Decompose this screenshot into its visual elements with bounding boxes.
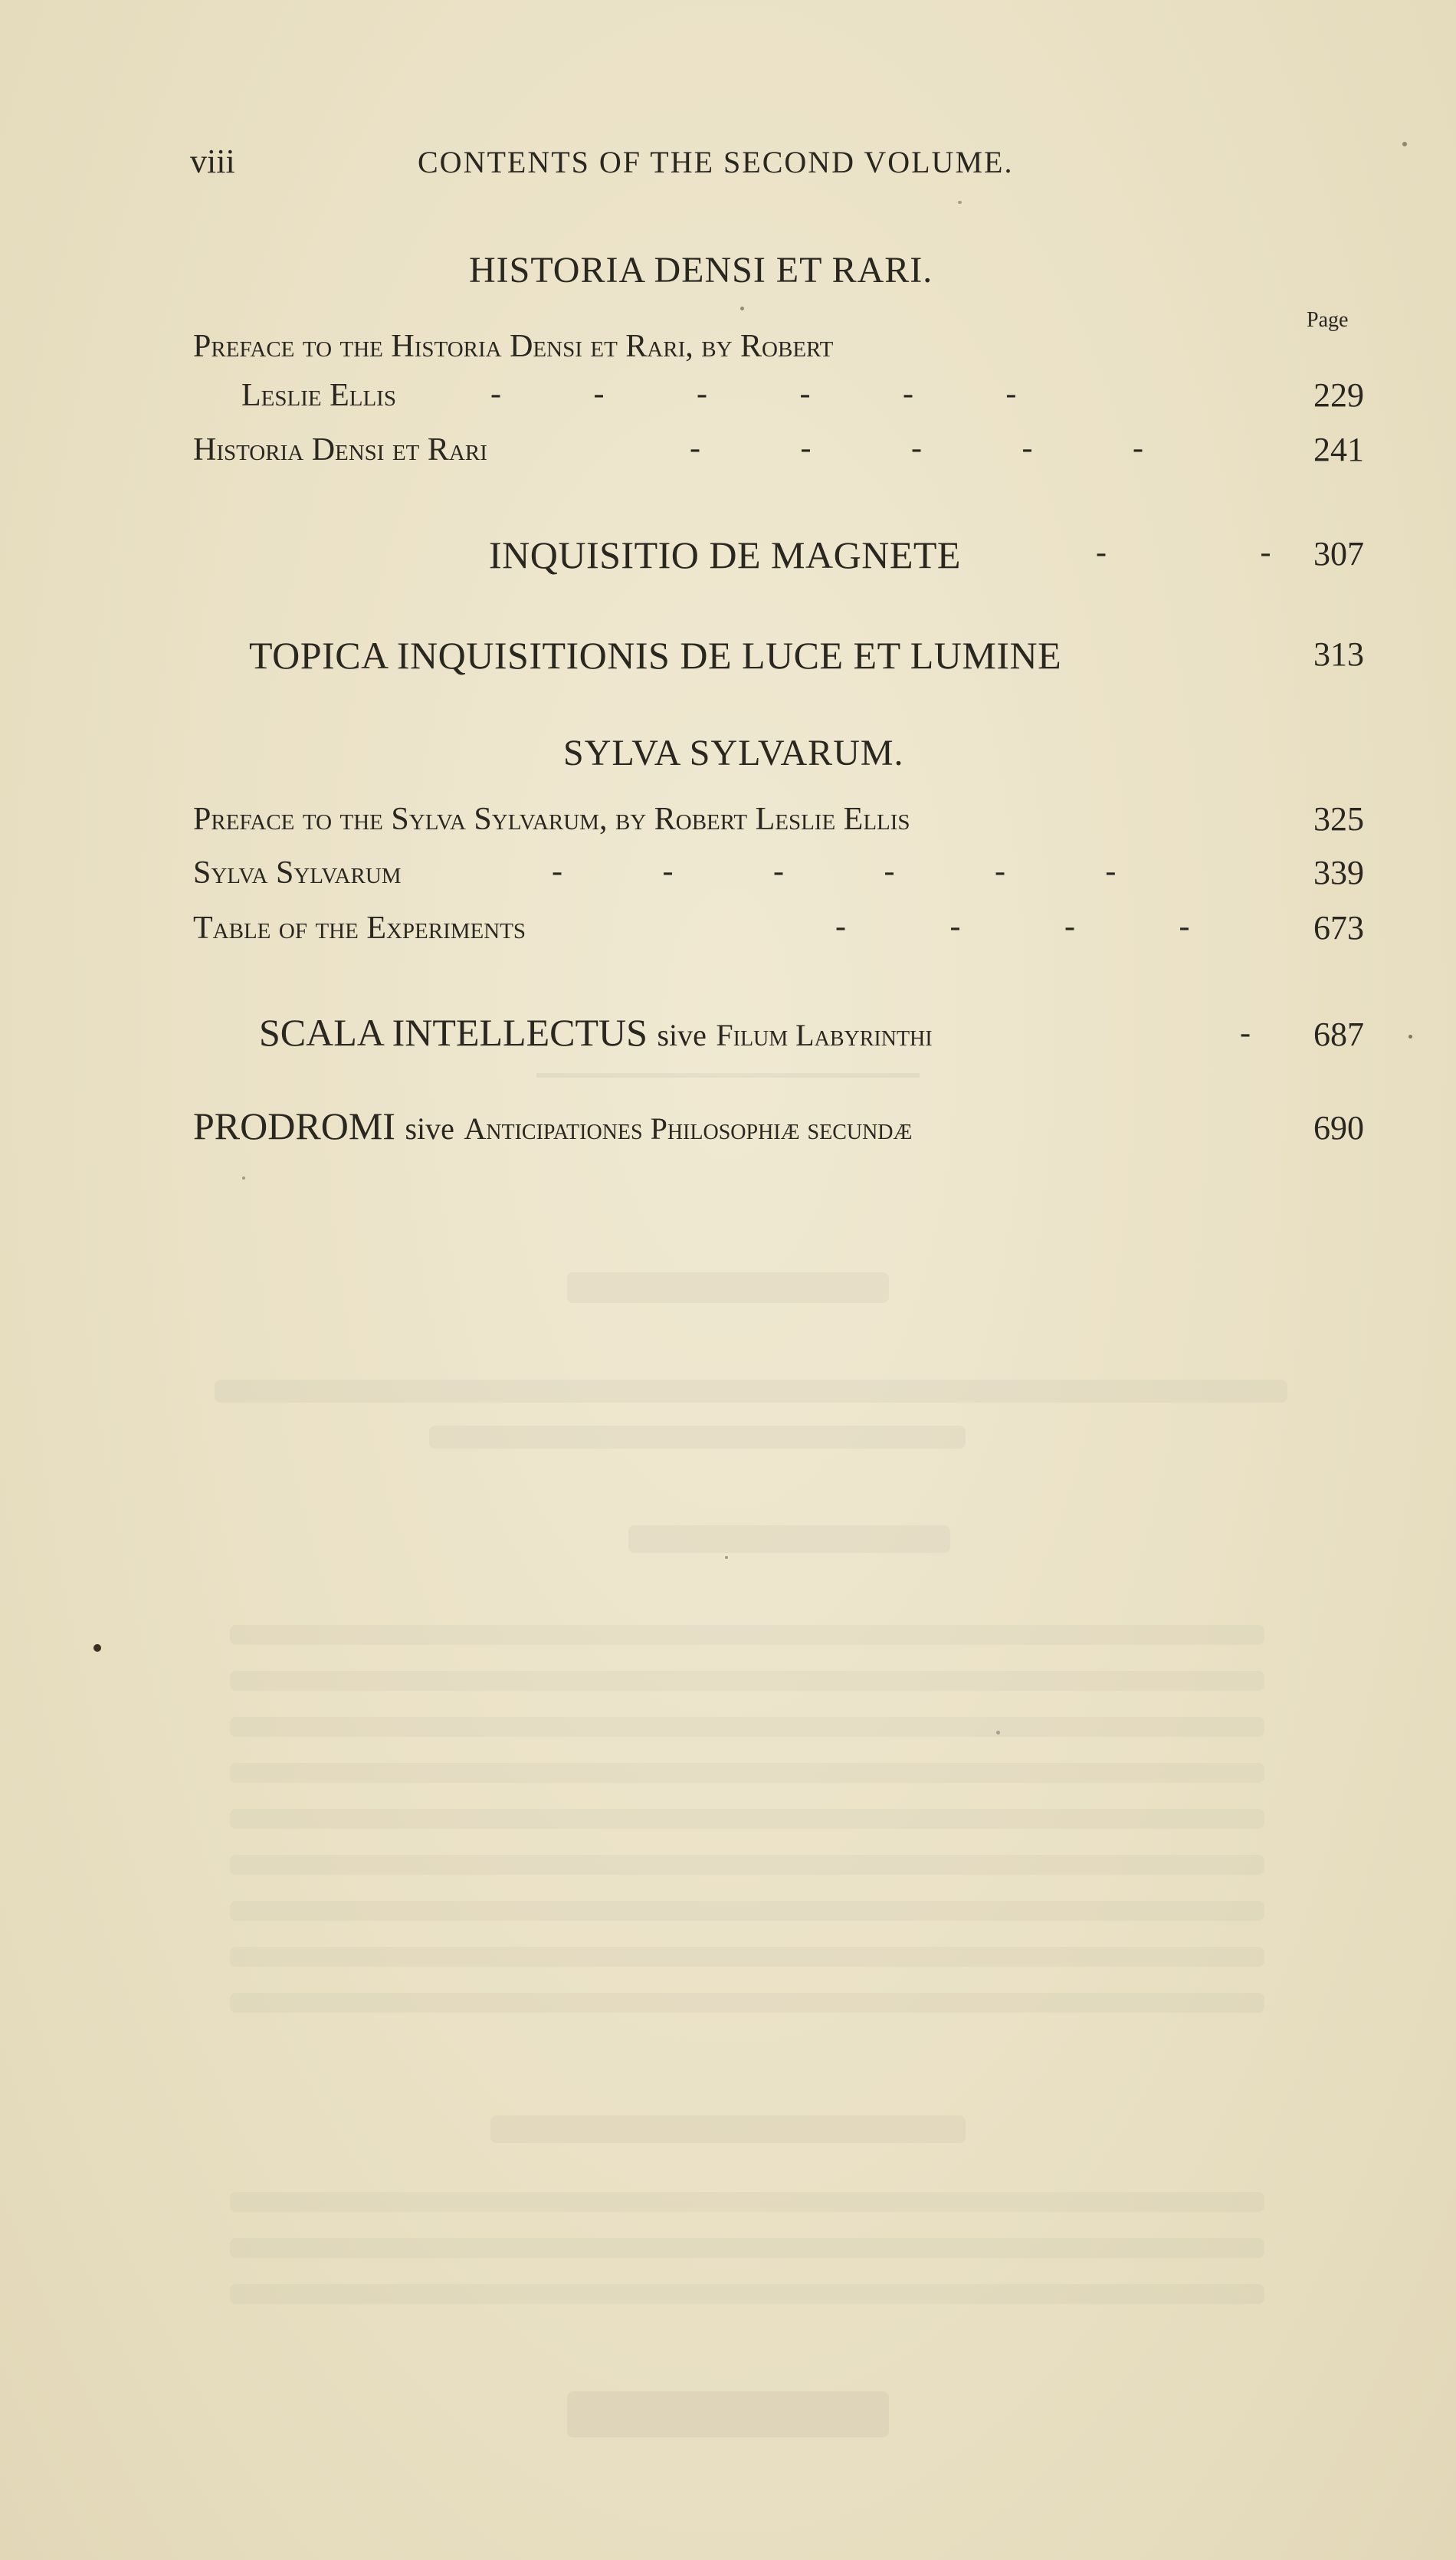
dot-leader: - - xyxy=(1096,535,1271,570)
bleed-through-block xyxy=(429,1426,966,1449)
page-column-label: Page xyxy=(1307,308,1349,332)
toc-page-number: 313 xyxy=(1313,635,1364,673)
bleed-through-block xyxy=(567,1272,889,1303)
paper-speck xyxy=(740,307,744,310)
bleed-through-block xyxy=(230,1947,1264,1967)
paper-speck xyxy=(725,1556,728,1559)
paper-speck xyxy=(1402,142,1407,146)
toc-entry-table-experiments: Table of the Experiments xyxy=(193,911,526,946)
bleed-through-block xyxy=(230,1993,1264,2013)
bleed-through-block xyxy=(215,1380,1287,1403)
toc-page-number: 687 xyxy=(1313,1016,1364,1053)
toc-page-number: 229 xyxy=(1313,376,1364,414)
paper-speck xyxy=(996,1731,1000,1735)
toc-page-number: 241 xyxy=(1313,431,1364,468)
heading-inquisitio: INQUISITIO DE MAGNETE xyxy=(489,533,961,576)
bleed-through-block xyxy=(230,1625,1264,1645)
heading-historia-densi: HISTORIA DENSI ET RARI. xyxy=(469,250,933,290)
toc-page-number: 307 xyxy=(1313,535,1364,573)
bleed-through-block xyxy=(230,2192,1264,2212)
dot-leader: - - - - - - xyxy=(490,376,1017,412)
bleed-through-block xyxy=(230,1901,1264,1921)
toc-entry-historia-densi: Historia Densi et Rari xyxy=(193,432,487,468)
bleed-through-block xyxy=(490,2115,966,2143)
heading-sylva-sylvarum: SYLVA SYLVARUM. xyxy=(563,733,904,773)
toc-page-number: 339 xyxy=(1313,854,1364,891)
bleed-through-rule xyxy=(536,1073,920,1078)
dot-leader: - - - - - - xyxy=(552,854,1117,889)
heading-sive: sive xyxy=(405,1111,454,1146)
heading-main: PRODROMI xyxy=(193,1104,395,1147)
heading-subtitle: Anticipationes Philosophiæ secundæ xyxy=(464,1111,913,1146)
bleed-through-block xyxy=(230,1717,1264,1737)
paper-speck xyxy=(242,1177,245,1180)
bleed-through-block xyxy=(628,1525,950,1553)
heading-sive: sive xyxy=(657,1018,707,1052)
page-folio: viii xyxy=(190,143,235,180)
bleed-through-stamp xyxy=(567,2391,889,2437)
heading-subtitle: Filum Labyrinthi xyxy=(716,1018,933,1052)
bleed-through-block xyxy=(230,1671,1264,1691)
dot-leader: - - - - - xyxy=(690,431,1143,466)
paper-speck xyxy=(1408,1035,1412,1039)
dot-leader: - - - - xyxy=(835,909,1190,944)
dot-leader: - xyxy=(1240,1016,1251,1051)
toc-page-number: 325 xyxy=(1313,800,1364,838)
bleed-through-block xyxy=(230,1809,1264,1829)
paper-speck xyxy=(93,1644,101,1652)
toc-entry-preface-historia-line2: Leslie Ellis xyxy=(241,378,396,413)
toc-entry-preface-historia-line1: Preface to the Historia Densi et Rari, by Robert xyxy=(193,329,834,364)
toc-entry-sylva-sylvarum: Sylva Sylvarum xyxy=(193,855,402,891)
heading-scala-intellectus xyxy=(259,1010,933,1055)
heading-topica: TOPICA INQUISITIONIS DE LUCE ET LUMINE xyxy=(249,634,1062,677)
bleed-through-block xyxy=(230,2238,1264,2258)
toc-page-number: 673 xyxy=(1313,909,1364,947)
heading-prodromi xyxy=(193,1104,912,1148)
bleed-through-block xyxy=(230,1763,1264,1783)
bleed-through-block xyxy=(230,1855,1264,1875)
toc-page-number: 690 xyxy=(1313,1109,1364,1147)
paper-speck xyxy=(958,201,962,204)
toc-entry-preface-sylva: Preface to the Sylva Sylvarum, by Robert Leslie Ellis xyxy=(193,802,910,837)
bleed-through-block xyxy=(230,2284,1264,2304)
running-title: CONTENTS OF THE SECOND VOLUME. xyxy=(418,145,1014,179)
heading-main: SCALA INTELLECTUS xyxy=(259,1011,648,1054)
